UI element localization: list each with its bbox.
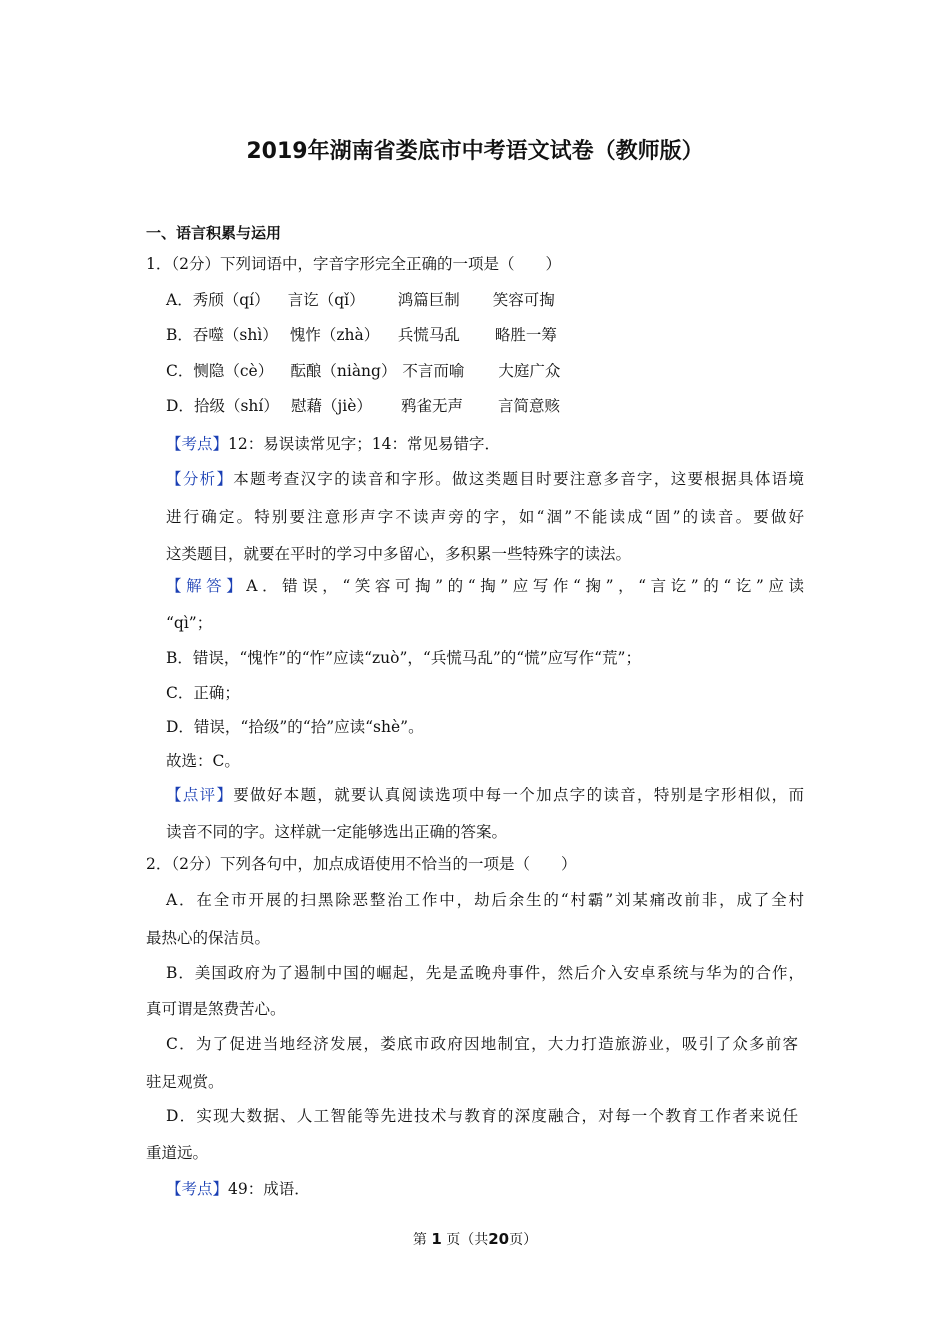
dianping-text: 要做好本题，就要认真阅读选项中每一个加点字的读音，特别是字形相似，而 (233, 786, 804, 804)
option-item: 言简意赅 (497, 397, 560, 415)
option-item: 拾级（shí） (193, 397, 279, 415)
question-1-jieda-line-3: B．错误，“愧怍”的“怍”应读“zuò”，“兵慌马乱”的“慌”应写作“荒”； (166, 649, 641, 667)
question-2-option-a-line-1: A．在全市开展的扫黑除恶整治工作中，劫后余生的“村霸”刘某痛改前非，成了全村 (166, 891, 804, 909)
option-item: 慰藉（jiè） (290, 397, 372, 415)
option-item: 秀颀（qí） (192, 291, 270, 309)
section-heading: 一、语言积累与运用 (146, 224, 282, 242)
kaodian-text: 12：易误读常见字；14：常见易错字． (228, 435, 500, 453)
fenxi-tag: 【分析】 (166, 470, 234, 488)
footer-prefix: 第 (412, 1232, 427, 1248)
question-2-kaodian (166, 1178, 310, 1200)
option-label: C． (166, 362, 194, 380)
option-label: B． (166, 326, 193, 344)
kaodian-text: 49：成语． (228, 1180, 310, 1198)
question-1-dianping-line-1 (166, 784, 804, 806)
question-2-option-c-line-1: C．为了促进当地经济发展，娄底市政府因地制宜，大力打造旅游业，吸引了众多前客 (166, 1035, 798, 1053)
question-1-fenxi-line-3: 这类题目，就要在平时的学习中多留心，多积累一些特殊字的读法。 (166, 545, 632, 563)
question-1-jieda-line-4: C．正确； (166, 684, 240, 702)
question-1-stem: 1．（2分）下列词语中，字音字形完全正确的一项是（ ） (146, 255, 561, 273)
footer-middle: 页（共 (446, 1232, 489, 1248)
total-pages: 20 (488, 1230, 510, 1248)
question-1-jieda-line-1 (166, 575, 804, 597)
question-1-fenxi-line-1 (166, 468, 804, 490)
option-item: 言讫（qǐ） (287, 291, 365, 309)
option-item: 鸿篇巨制 (397, 291, 460, 309)
question-1-option-a (166, 289, 555, 311)
question-1-jieda-line-5: D．错误，“拾级”的“拾”应读“shè”。 (166, 718, 424, 736)
option-item: 鸦雀无声 (400, 397, 463, 415)
question-2-option-b-line-2: 真可谓是煞费苦心。 (146, 1000, 286, 1018)
kaodian-tag: 【考点】 (166, 435, 229, 453)
page-footer (0, 1229, 950, 1249)
option-item: 吞噬（shì） (192, 326, 278, 344)
option-item: 大庭广众 (498, 362, 561, 380)
question-2-option-a-line-2: 最热心的保洁员。 (146, 929, 271, 947)
option-item: 酝酿（niàng） (290, 362, 397, 380)
question-2-option-c-line-2: 驻足观赏。 (146, 1073, 224, 1091)
question-1-option-b (166, 324, 557, 346)
option-label: A． (166, 291, 193, 309)
question-1-kaodian (166, 433, 500, 455)
question-1-option-d (166, 395, 560, 417)
dianping-tag: 【点评】 (166, 786, 234, 804)
jieda-text: A．错误，“笑容可掏”的“掏”应写作“掬”，“言讫”的“讫”应读 (246, 577, 804, 595)
question-1-option-c (166, 360, 560, 382)
question-2-option-b-line-1: B．美国政府为了遏制中国的崛起，先是孟晚舟事件，然后介入安卓系统与华为的合作， (166, 964, 804, 982)
option-item: 兵慌马乱 (397, 326, 460, 344)
option-item: 不言而喻 (402, 362, 465, 380)
question-1-jieda-line-2: “qì”； (166, 614, 213, 632)
option-item: 恻隐（cè） (193, 362, 274, 380)
option-item: 愧怍（zhà） (289, 326, 380, 344)
option-item: 略胜一筹 (494, 326, 557, 344)
question-1-fenxi-line-2: 进行确定。特别要注意形声字不读声旁的字，如“涸”不能读成“固”的读音。要做好 (166, 508, 804, 526)
question-1-jieda-line-6: 故选：C。 (166, 752, 240, 770)
page-title: 2019年湖南省娄底市中考语文试卷（教师版） (246, 139, 704, 164)
footer-suffix: 页） (509, 1232, 538, 1248)
option-item: 笑容可掏 (492, 291, 555, 309)
kaodian-tag: 【考点】 (166, 1180, 229, 1198)
question-2-option-d-line-1: D．实现大数据、人工智能等先进技术与教育的深度融合，对每一个教育工作者来说任 (166, 1107, 798, 1125)
question-2-option-d-line-2: 重道远。 (146, 1144, 209, 1162)
question-2-stem: 2．（2分）下列各句中，加点成语使用不恰当的一项是（ ） (146, 855, 577, 873)
fenxi-text: 本题考查汉字的读音和字形。做这类题目时要注意多音字，这要根据具体语境 (233, 470, 804, 488)
page-number: 1 (431, 1230, 442, 1248)
jieda-tag: 【解答】 (166, 577, 247, 595)
option-label: D． (166, 397, 194, 415)
question-1-dianping-line-2: 读音不同的字。这样就一定能够选出正确的答案。 (166, 823, 508, 841)
